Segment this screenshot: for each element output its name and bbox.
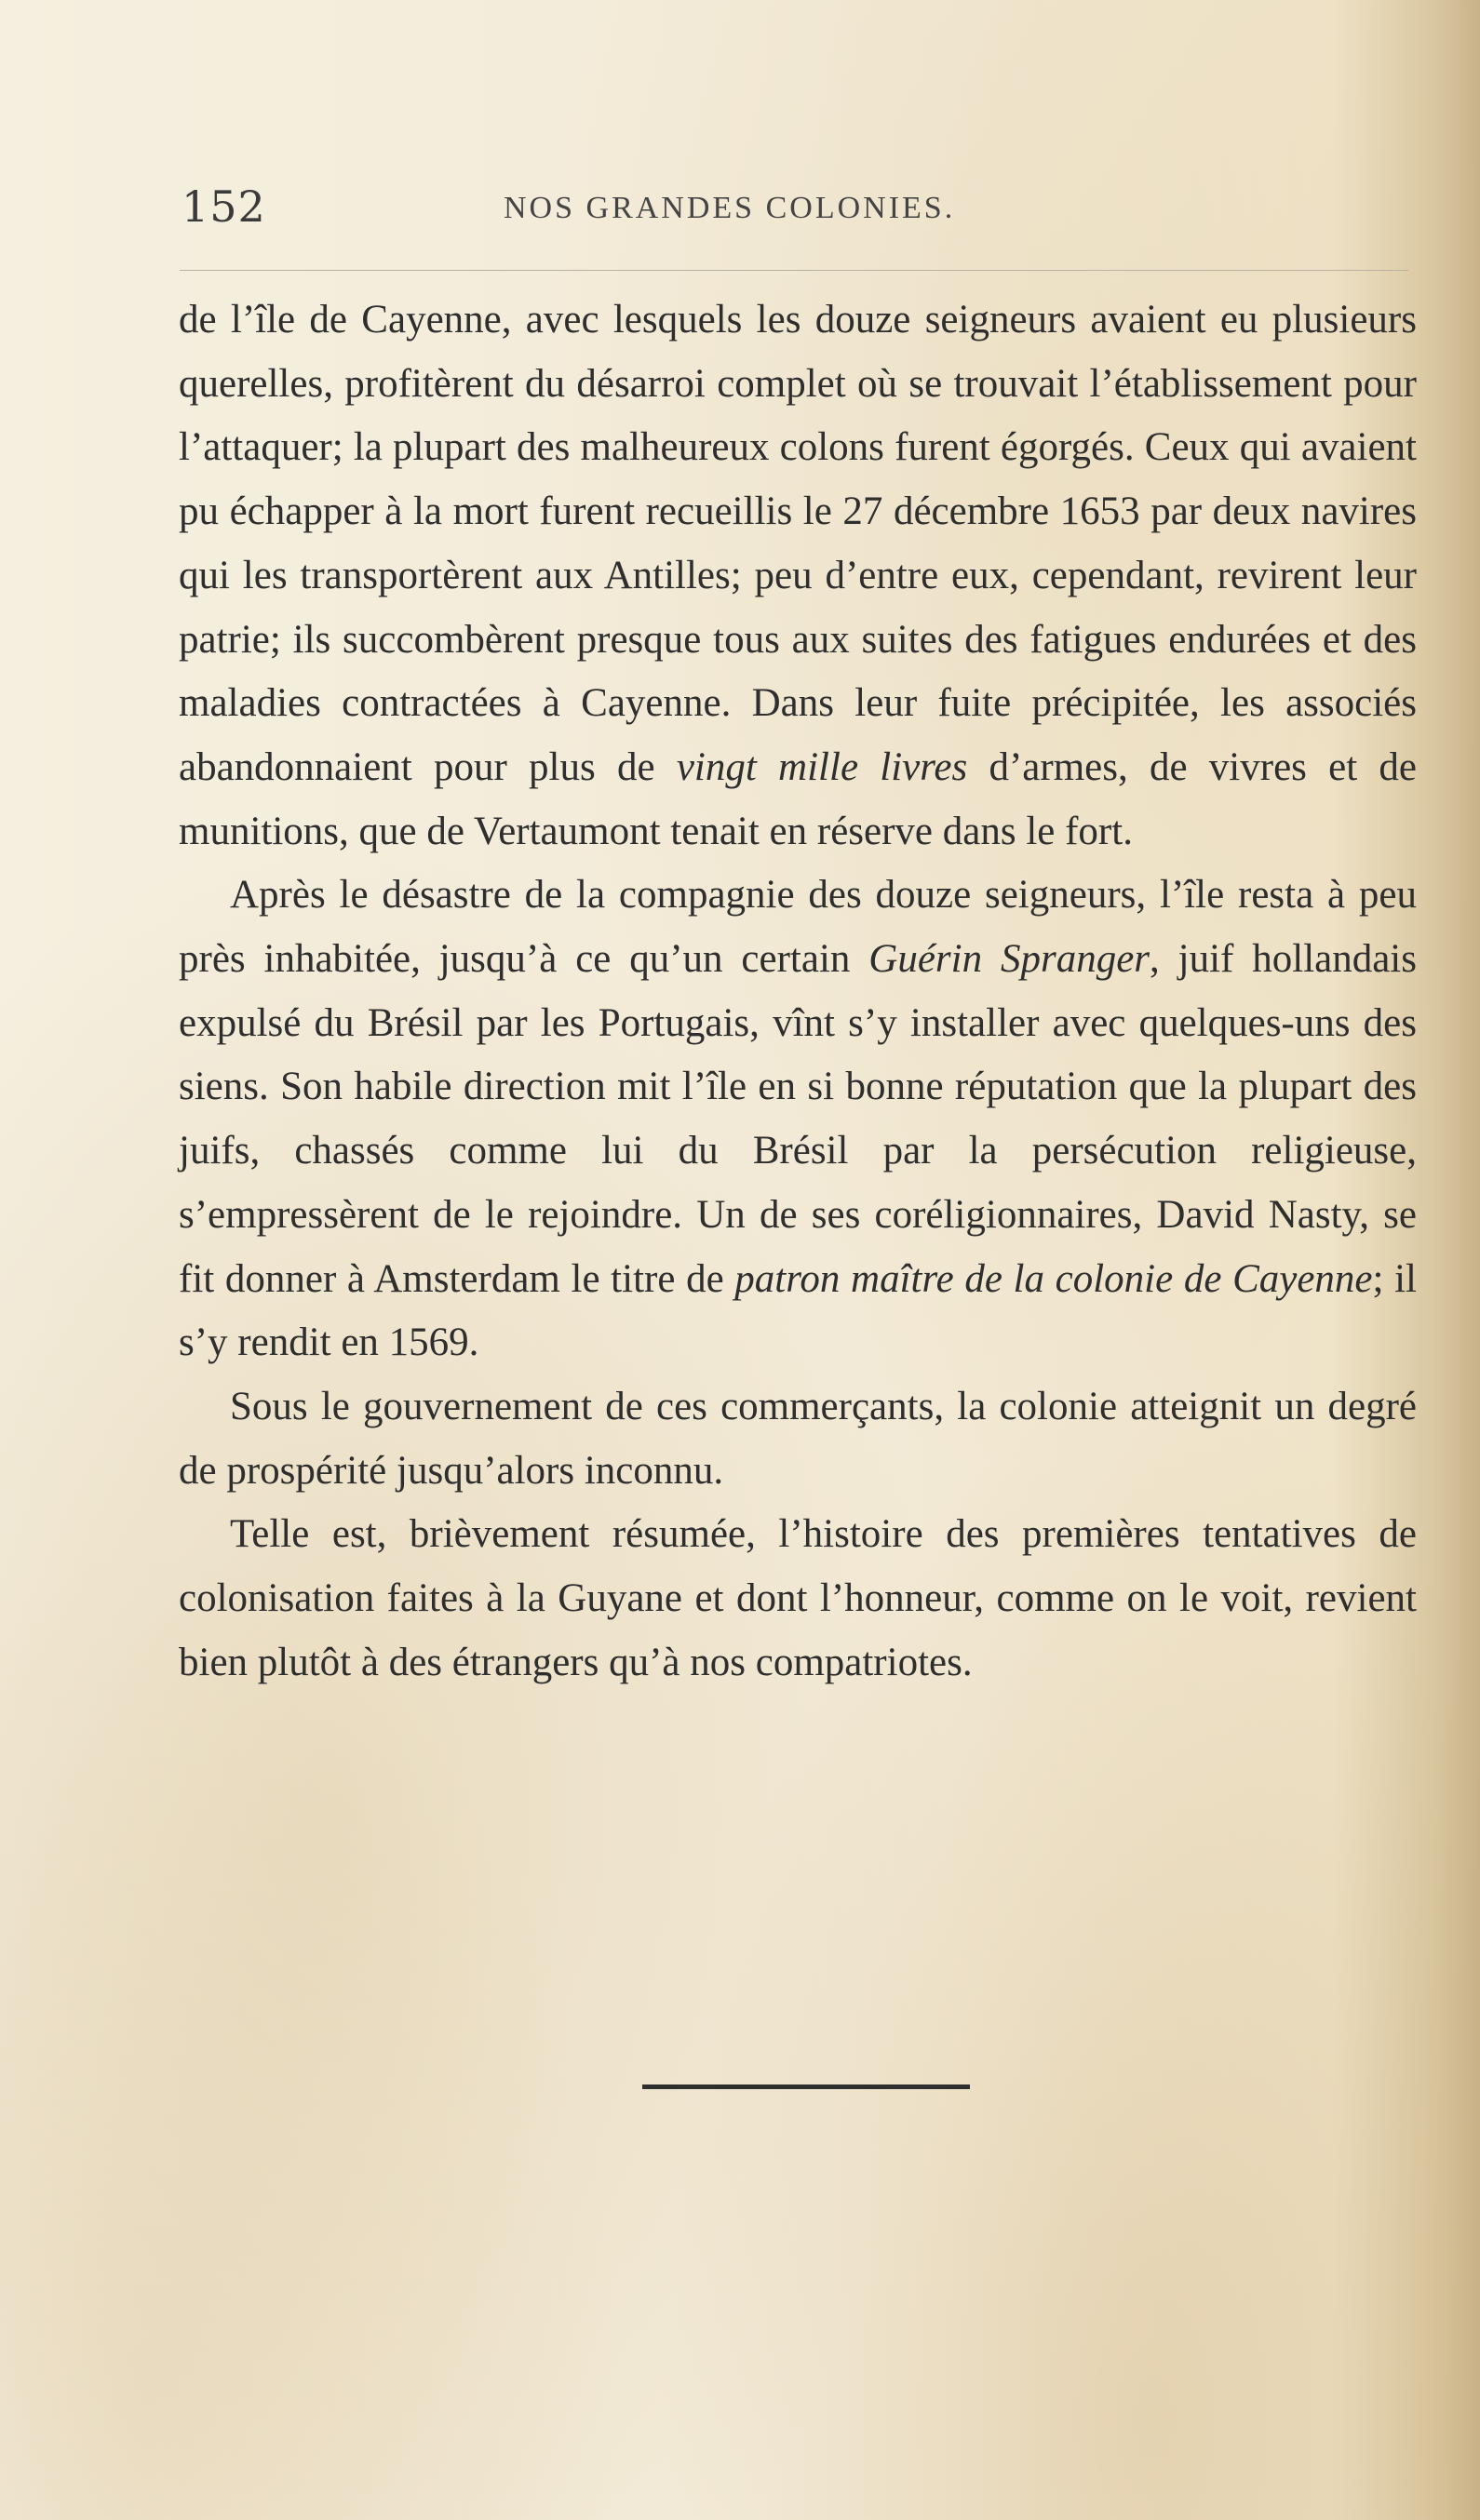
italic-phrase: vingt mille livres (676, 744, 968, 789)
paragraph-2-text-end: ; il s’y rendit en 1569. (179, 1256, 1417, 1365)
paragraph-1-text-cont: d’armes, de vivres et de munitions, que de Vertaumont tenait en réserve dans le fort. (179, 744, 1418, 853)
header-rule (180, 270, 1408, 271)
paragraph-3 (179, 1375, 1417, 1503)
paragraph-2-text-cont: , juif hollandais expulsé du Brésil par les Portugais, vînt s’y installer avec quelques-uns des siens. Son habile direction mit l’île en si bonne réputation que la plupart des juifs, chassés comme lui du Brésil par la persécution religieuse, s’empressèrent de le rejoindre. Un de ses coréligionnaires, David Nasty, se fit donner à Amsterdam le titre de (179, 937, 1417, 1301)
page-header (182, 181, 1406, 247)
page-number: 152 (182, 181, 266, 232)
paragraph-2 (179, 864, 1417, 1375)
paragraph-4 (179, 1503, 1417, 1695)
paragraph-1-text: de l’île de Cayenne, avec lesquels les douze seigneurs avaient eu plusieurs querelles, profitèrent du désarroi complet où se trouvait l’établissement pour l’attaquer; la plupart des malheureux colons furent égorgés. Ceux qui avaient pu échapper à la mort furent recueillis le 27 décembre 1653 par deux navires qui les transportèrent aux Antilles; peu d’entre eux, cependant, revirent leur patrie; ils succombèrent presque tous aux suites des fatigues endurées et des maladies contractées à Cayenne. Dans leur fuite précipitée, les associés abandonnaient pour plus de (179, 298, 1417, 789)
paragraph-2-text: Après le désastre de la compagnie des douze seigneurs, l’île resta à peu près inhabitée, jusqu’à ce qu’un certain (179, 873, 1417, 982)
end-rule (642, 2084, 970, 2089)
body-text (179, 288, 1417, 1695)
italic-name: Guérin Spranger (868, 937, 1150, 982)
paragraph-4-text: Telle est, brièvement résumée, l’histoire des premières tentatives de colonisation faites à la Guyane et dont l’honneur, comme on le voit, revient bien plutôt à des étrangers qu’à nos compatriotes. (179, 1512, 1417, 1684)
running-title: NOS GRANDES COLONIES. (504, 191, 956, 225)
italic-title: patron maître de la colonie de Cayenne (734, 1256, 1373, 1301)
paragraph-1 (179, 288, 1417, 864)
paragraph-3-text: Sous le gouvernement de ces commerçants, la colonie atteignit un degré de prospérité jusqu’alors inconnu. (179, 1384, 1417, 1493)
